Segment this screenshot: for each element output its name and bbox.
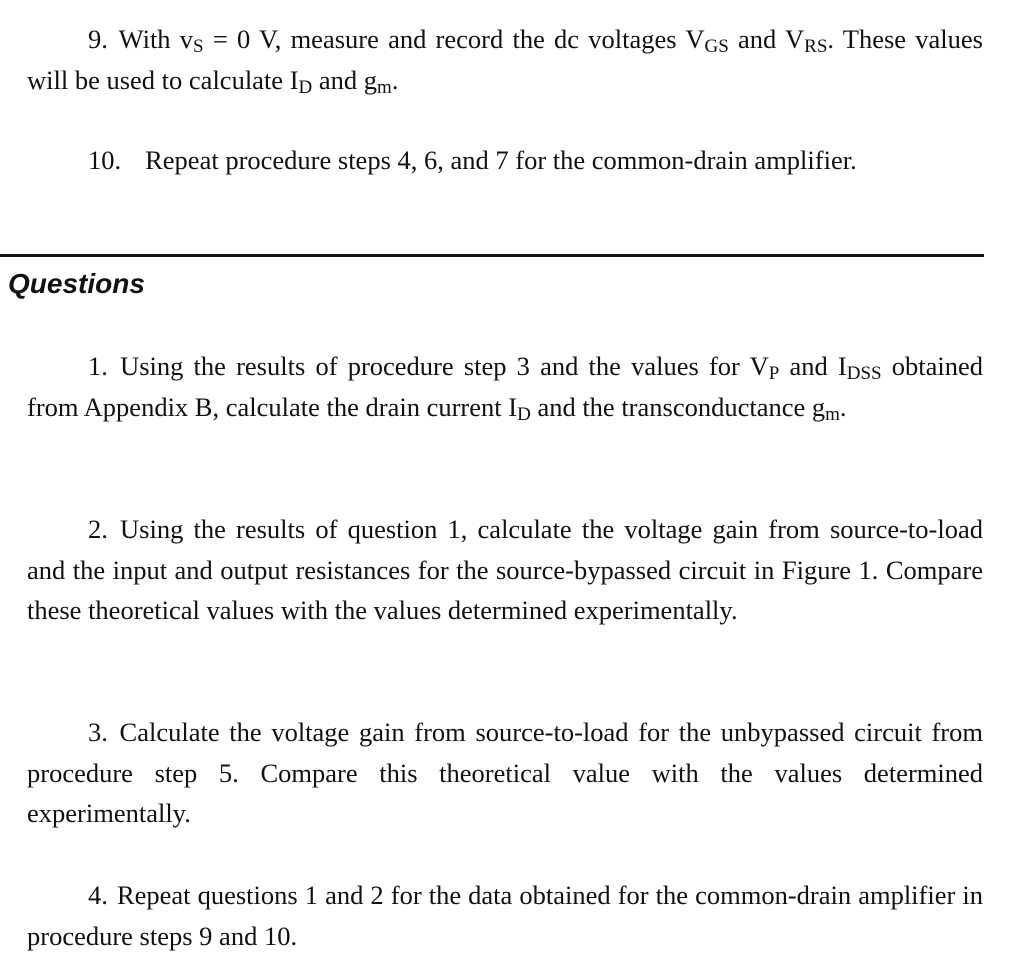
section-divider [0, 254, 984, 257]
procedure-step-10: 10. Repeat procedure steps 4, 6, and 7 for the common-drain amplifier. [88, 145, 857, 175]
question-number: 1. [88, 351, 108, 381]
question-3: 3. Calculate the voltage gain from source-to-load for the unbypassed circuit from procedure step 5. Compare this theoretical value with the values determined experimentally. [27, 717, 983, 828]
question-4: 4. Repeat questions 1 and 2 for the data obtained for the common-drain amplifier in procedure steps 9 and 10. [27, 880, 983, 951]
question-2: 2. Using the results of question 1, calculate the voltage gain from source-to-load and the input and output resistances for the source-bypassed circuit in Figure 1. Compare these theoretical values with the values determined experimentally. [27, 514, 983, 625]
question-number: 4. [88, 880, 108, 910]
section-heading: Questions [8, 268, 145, 299]
question-number: 3. [88, 717, 108, 747]
step-number: 10. [88, 145, 122, 175]
question-number: 2. [88, 514, 108, 544]
procedure-step-9: 9. With $v_S = 0$ V, measure and record the dc voltages $V_{GS}$ and $V_{RS}$. These values will be used to calculate $I_D$ and $g_m$. [27, 24, 983, 98]
step-number: 9. [88, 24, 108, 54]
question-1: 1. Using the results of procedure step 3 and the values for $V_P$ and $I_{DSS}$ obtained from Appendix B, calculate the drain current $I_D$ and the transconductance $g_m$. [27, 351, 984, 425]
